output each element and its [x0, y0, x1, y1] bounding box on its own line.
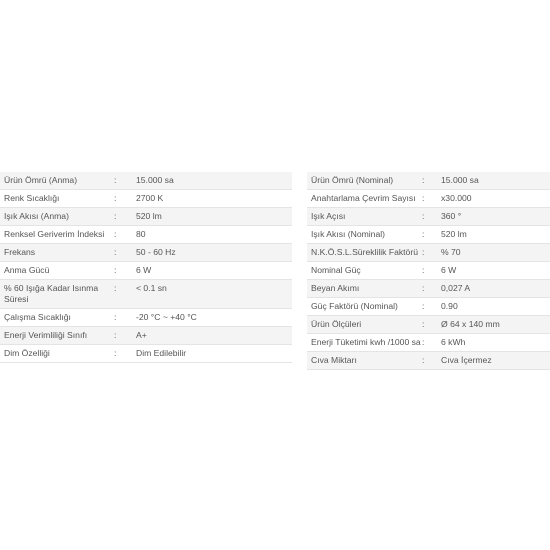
spec-value: 15.000 sa — [441, 175, 479, 185]
spec-label: N.K.Ö.S.L.Süreklilik Faktörü — [311, 247, 418, 257]
spec-label: Ürün Ömrü (Anma) — [4, 175, 78, 185]
table-row — [307, 226, 550, 244]
spec-separator: : — [422, 301, 425, 311]
spec-value: Ø 64 x 140 mm — [441, 319, 500, 329]
spec-value: x30.000 — [441, 193, 472, 203]
table-row — [0, 308, 292, 326]
table-row — [307, 280, 550, 298]
table-row — [307, 316, 550, 334]
spec-value: A+ — [136, 329, 147, 340]
spec-separator: : — [422, 283, 425, 293]
table-row — [0, 226, 292, 244]
spec-separator: : — [422, 355, 425, 365]
table-row — [307, 262, 550, 280]
spec-value: -20 °C ~ +40 °C — [136, 311, 197, 322]
spec-value: 520 lm — [136, 211, 162, 221]
spec-separator: : — [114, 311, 117, 322]
spec-separator: : — [114, 193, 117, 203]
table-row — [0, 344, 292, 362]
table-row — [0, 280, 292, 309]
spec-separator: : — [114, 329, 117, 340]
spec-label: Enerji Tüketimi kwh /1000 sa — [311, 337, 421, 347]
spec-label: Çalışma Sıcaklığı — [4, 311, 71, 322]
table-row — [307, 208, 550, 226]
spec-label: Cıva Miktarı — [311, 355, 357, 365]
spec-separator: : — [422, 193, 425, 203]
spec-separator: : — [422, 265, 425, 275]
spec-separator: : — [114, 265, 117, 275]
spec-value: < 0.1 sn — [136, 283, 167, 293]
spec-value: % 70 — [441, 247, 461, 257]
table-row — [0, 326, 292, 344]
spec-label: Ürün Ölçüleri — [311, 319, 362, 329]
spec-label: Işık Açısı — [311, 211, 346, 221]
table-row — [0, 262, 292, 280]
spec-separator: : — [114, 247, 117, 257]
spec-value: 80 — [136, 229, 146, 239]
table-row — [0, 244, 292, 262]
spec-value: 0,027 A — [441, 283, 471, 293]
spec-label: Ürün Ömrü (Nominal) — [311, 175, 394, 185]
spec-separator: : — [114, 211, 117, 221]
spec-separator: : — [114, 283, 117, 293]
spec-separator: : — [422, 337, 425, 347]
spec-value: Dim Edilebilir — [136, 347, 187, 358]
spec-separator: : — [422, 247, 425, 257]
spec-label: Nominal Güç — [311, 265, 361, 275]
spec-label: Anma Gücü — [4, 265, 50, 275]
spec-value: 360 ° — [441, 211, 462, 221]
spec-separator: : — [114, 175, 117, 185]
table-row — [307, 352, 550, 370]
spec-value: 50 - 60 Hz — [136, 247, 176, 257]
spec-value: 6 kWh — [441, 337, 466, 347]
spec-label: Renksel Geriverim İndeksi — [4, 229, 105, 239]
spec-value: 0.90 — [441, 301, 458, 311]
spec-table-right — [307, 172, 550, 370]
spec-separator: : — [422, 319, 425, 329]
spec-separator: : — [422, 211, 425, 221]
spec-label: Güç Faktörü (Nominal) — [311, 301, 398, 311]
table-row — [0, 190, 292, 208]
spec-value: 2700 K — [136, 193, 164, 203]
table-row — [0, 172, 292, 190]
spec-separator: : — [114, 229, 117, 239]
spec-label: Anahtarlama Çevrim Sayısı — [311, 193, 416, 203]
table-row — [307, 190, 550, 208]
spec-value: 520 lm — [441, 229, 467, 239]
table-row — [307, 244, 550, 262]
table-row — [307, 298, 550, 316]
spec-label: Işık Akısı (Anma) — [4, 211, 69, 221]
spec-separator: : — [422, 229, 425, 239]
spec-table-left — [0, 172, 292, 363]
spec-separator: : — [114, 347, 117, 358]
spec-label: Enerji Verimliliği Sınıfı — [4, 329, 88, 340]
spec-label: Frekans — [4, 247, 36, 257]
spec-label: Beyan Akımı — [311, 283, 360, 293]
spec-label: Renk Sıcaklığı — [4, 193, 60, 203]
spec-label: Dim Özelliği — [4, 347, 50, 358]
spec-label: % 60 Işığa Kadar Isınma Süresi — [4, 283, 99, 304]
spec-value: 15.000 sa — [136, 175, 174, 185]
spec-separator: : — [422, 175, 425, 185]
spec-value: Cıva İçermez — [441, 355, 492, 365]
spec-label: Işık Akısı (Nominal) — [311, 229, 386, 239]
table-row — [0, 208, 292, 226]
spec-value: 6 W — [441, 265, 457, 275]
table-row — [307, 334, 550, 352]
table-row — [307, 172, 550, 190]
spec-value: 6 W — [136, 265, 152, 275]
